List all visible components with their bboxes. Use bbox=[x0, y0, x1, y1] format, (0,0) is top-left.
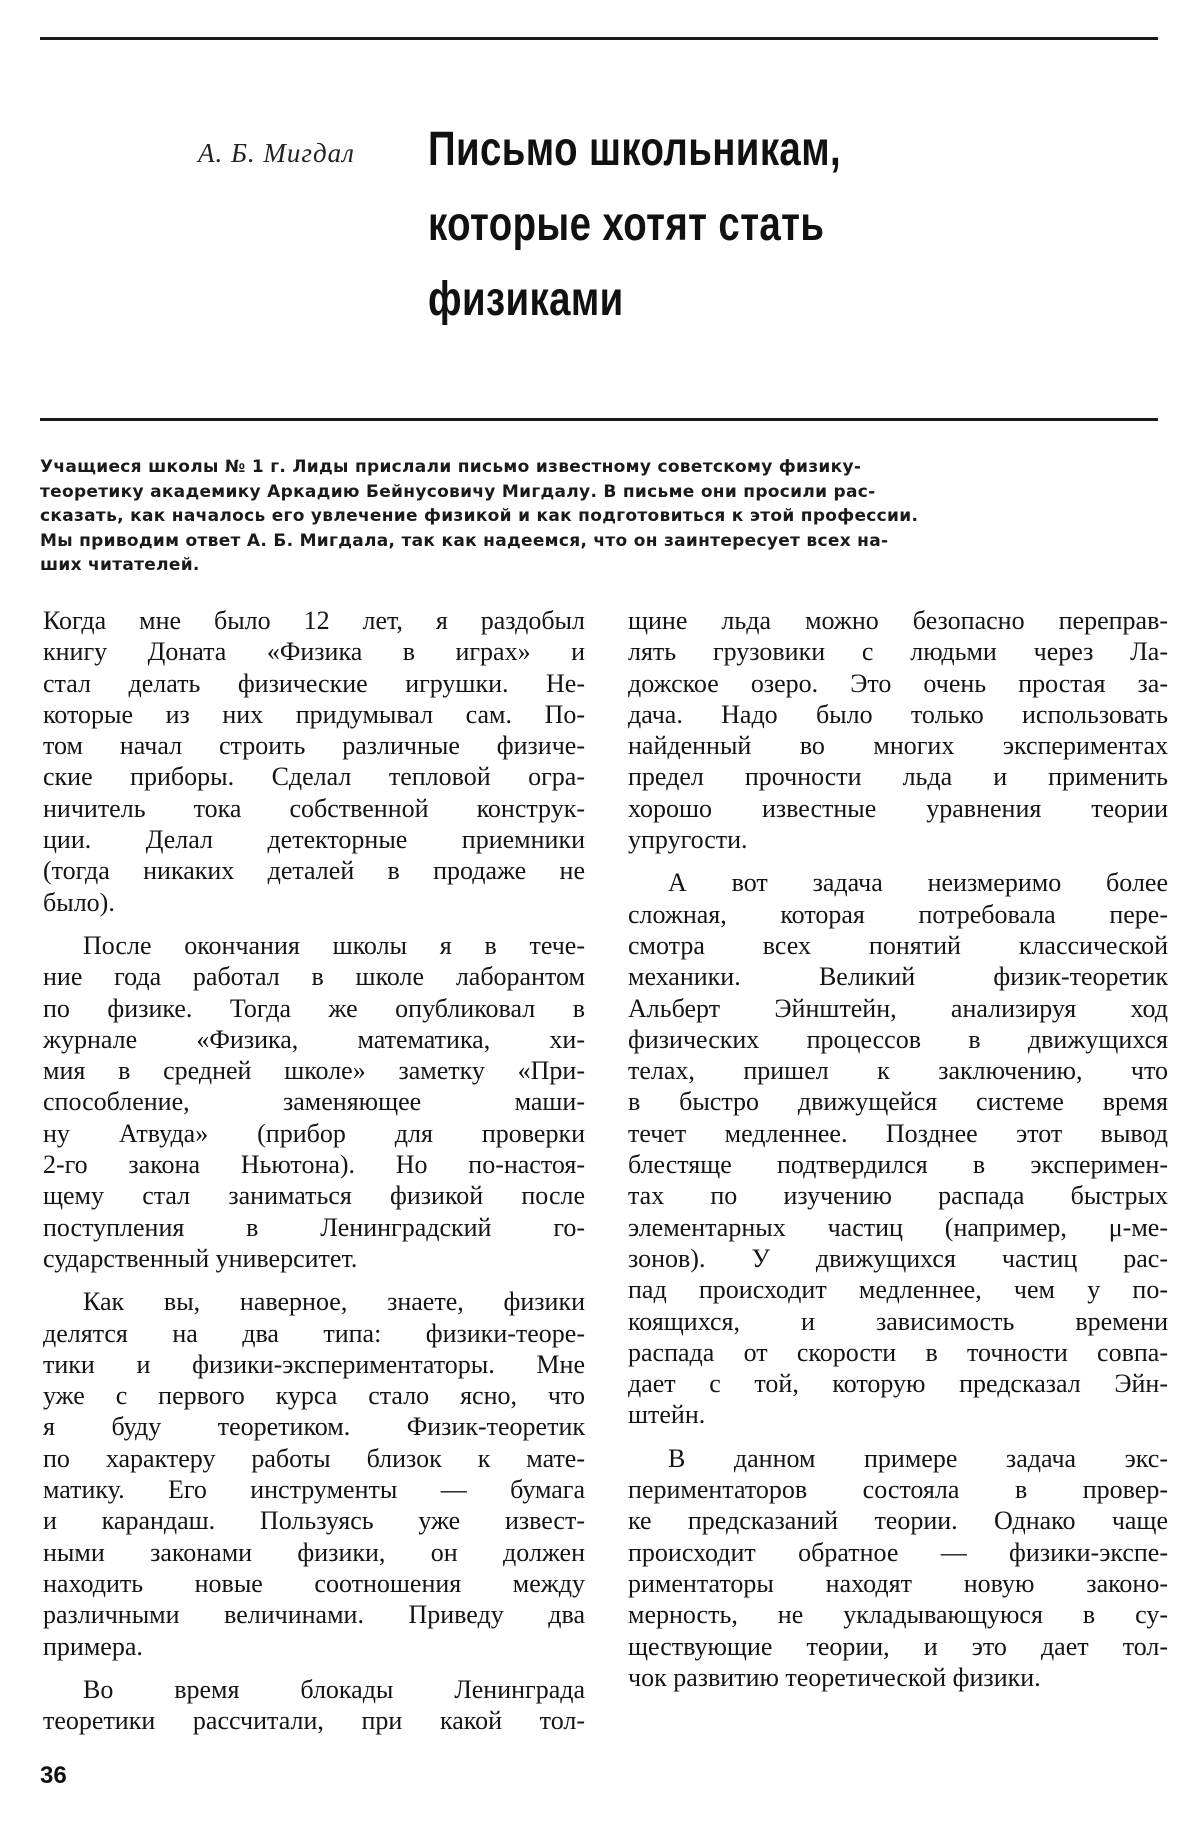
text-line: найденный во многих экспериментах bbox=[628, 731, 1168, 761]
text-line: физических процессов в движущихся bbox=[628, 1024, 1168, 1054]
paragraph bbox=[628, 605, 1168, 855]
text-line: щине льда можно безопасно переправ- bbox=[628, 606, 1168, 635]
text-line: стал делать физические игрушки. Не- bbox=[43, 668, 585, 698]
text-line: книгу Доната «Физика в играх» и bbox=[43, 637, 585, 667]
paragraph bbox=[43, 930, 585, 1274]
text-line: было). bbox=[43, 887, 115, 917]
text-line: ну Атвуда» (прибор для проверки bbox=[43, 1118, 585, 1148]
left-column bbox=[43, 605, 585, 1736]
text-line: блестяще подтвердился в эксперимен- bbox=[628, 1150, 1168, 1180]
text-line: риментаторы находят новую законо- bbox=[628, 1568, 1168, 1598]
text-line: телах, пришел к заключению, что bbox=[628, 1056, 1168, 1086]
paragraph bbox=[628, 1443, 1168, 1693]
text-line: ничитель тока собственной конструк- bbox=[43, 793, 585, 823]
paragraph bbox=[628, 867, 1168, 1430]
paragraph bbox=[43, 605, 585, 918]
lead-line: теоретику академику Аркадию Бейнусовичу Мигдалу. В письме они просили рас- bbox=[40, 481, 876, 502]
separator-rule bbox=[40, 418, 1158, 421]
text-line: по характеру работы близок к мате- bbox=[43, 1443, 585, 1473]
text-line: уже с первого курса стало ясно, что bbox=[43, 1381, 585, 1411]
text-line: После окончания школы я в тече- bbox=[83, 930, 585, 960]
top-rule bbox=[40, 37, 1158, 40]
text-line: В данном примере задача экс- bbox=[668, 1443, 1168, 1473]
text-line: в быстро движущейся системе время bbox=[628, 1087, 1168, 1117]
text-line: течет медленнее. Позднее этот вывод bbox=[628, 1118, 1168, 1148]
article-title bbox=[428, 112, 908, 337]
title-line: Письмо школьникам, bbox=[428, 123, 842, 176]
text-line: чок развитию теоретической физики. bbox=[628, 1662, 1041, 1692]
text-line: журнале «Физика, математика, хи- bbox=[43, 1024, 585, 1054]
text-line: ными законами физики, он должен bbox=[43, 1537, 585, 1567]
text-line: Как вы, наверное, знаете, физики bbox=[83, 1287, 585, 1317]
text-line: я буду теоретиком. Физик-теоретик bbox=[43, 1412, 585, 1442]
text-line: Во время блокады Ленинграда bbox=[83, 1674, 585, 1704]
text-line: сложная, которая потребовала пере- bbox=[628, 899, 1168, 929]
text-line: пад происходит медленнее, чем у по- bbox=[628, 1275, 1168, 1305]
text-line: происходит обратное — физики-экспе- bbox=[628, 1537, 1168, 1567]
text-line: матику. Его инструменты — бумага bbox=[43, 1475, 585, 1505]
paragraph bbox=[43, 1674, 585, 1737]
title-line: которые хотят стать bbox=[428, 198, 825, 251]
title-line: физиками bbox=[428, 273, 624, 326]
lead-line: сказать, как началось его увлечение физикой и как подготовиться к этой профессии. bbox=[40, 506, 919, 526]
text-line: ние года работал в школе лаборантом bbox=[43, 962, 585, 992]
lead-line: Учащиеся школы № 1 г. Лиды прислали письмо известному советскому физику- bbox=[40, 457, 862, 477]
text-line: 2-го закона Ньютона). Но по-настоя- bbox=[43, 1150, 585, 1180]
lead-line: Мы приводим ответ А. Б. Мигдала, так как надеемся, что он заинтересует всех на- bbox=[40, 530, 889, 551]
text-line: мерность, не укладывающуюся в су- bbox=[628, 1600, 1168, 1630]
text-line: дача. Надо было только использовать bbox=[628, 699, 1168, 729]
text-line: периментаторов состояла в провер- bbox=[628, 1475, 1168, 1505]
text-line: распада от скорости в точности совпа- bbox=[628, 1337, 1168, 1367]
text-line: находить новые соотношения между bbox=[43, 1568, 585, 1598]
page-number: 36 bbox=[40, 1762, 67, 1789]
text-line: ции. Делал детекторные приемники bbox=[43, 825, 585, 855]
text-line: Альберт Эйнштейн, анализируя ход bbox=[628, 993, 1168, 1023]
text-line: способление, заменяющее маши- bbox=[43, 1087, 585, 1117]
text-line: которые из них придумывал сам. По- bbox=[43, 699, 585, 729]
text-line: теоретики рассчитали, при какой тол- bbox=[43, 1706, 585, 1736]
text-line: смотра всех понятий классической bbox=[628, 930, 1168, 960]
text-line: механики. Великий физик-теоретик bbox=[628, 962, 1168, 992]
text-line: штейн. bbox=[628, 1400, 706, 1430]
text-line: дает с той, которую предсказал Эйн- bbox=[628, 1369, 1168, 1399]
text-line: различными величинами. Приведу два bbox=[43, 1600, 585, 1630]
text-line: тах по изучению распада быстрых bbox=[628, 1181, 1168, 1211]
text-line: предел прочности льда и применить bbox=[628, 762, 1168, 792]
text-line: том начал строить различные физиче- bbox=[43, 731, 585, 761]
text-line: Когда мне было 12 лет, я раздобыл bbox=[43, 606, 585, 635]
text-line: поступления в Ленинградский го- bbox=[43, 1212, 585, 1242]
text-line: по физике. Тогда же опубликовал в bbox=[43, 993, 585, 1023]
text-line: мия в средней школе» заметку «При- bbox=[43, 1056, 585, 1086]
paragraph bbox=[43, 1286, 585, 1662]
editorial-lead bbox=[40, 455, 1158, 578]
text-line: делятся на два типа: физики-теоре- bbox=[43, 1318, 585, 1348]
text-line: (тогда никаких деталей в продаже не bbox=[43, 856, 585, 886]
text-line: зонов). У движущихся частиц рас- bbox=[628, 1243, 1168, 1273]
text-line: ществующие теории, и это дает тол- bbox=[628, 1631, 1168, 1661]
text-line: и карандаш. Пользуясь уже извест- bbox=[43, 1506, 585, 1536]
text-line: ке предсказаний теории. Однако чаще bbox=[628, 1506, 1168, 1536]
text-line: тики и физики-экспериментаторы. Мне bbox=[43, 1349, 585, 1379]
text-line: элементарных частиц (например, μ-ме- bbox=[628, 1212, 1168, 1242]
right-column bbox=[628, 605, 1168, 1693]
text-line: ские приборы. Сделал тепловой огра- bbox=[43, 762, 585, 792]
text-line: лять грузовики с людьми через Ла- bbox=[628, 637, 1168, 667]
text-line: примера. bbox=[43, 1631, 143, 1661]
text-line: сударственный университет. bbox=[43, 1243, 358, 1273]
text-line: хорошо известные уравнения теории bbox=[628, 793, 1168, 823]
text-line: А вот задача неизмеримо более bbox=[668, 868, 1168, 898]
author-name: А. Б. Мигдал bbox=[198, 138, 355, 168]
lead-line: ших читателей. bbox=[40, 555, 200, 575]
text-line: щему стал заниматься физикой после bbox=[43, 1181, 585, 1211]
text-line: упругости. bbox=[628, 825, 748, 855]
text-line: дожское озеро. Это очень простая за- bbox=[628, 668, 1168, 698]
text-line: коящихся, и зависимость времени bbox=[628, 1306, 1168, 1336]
